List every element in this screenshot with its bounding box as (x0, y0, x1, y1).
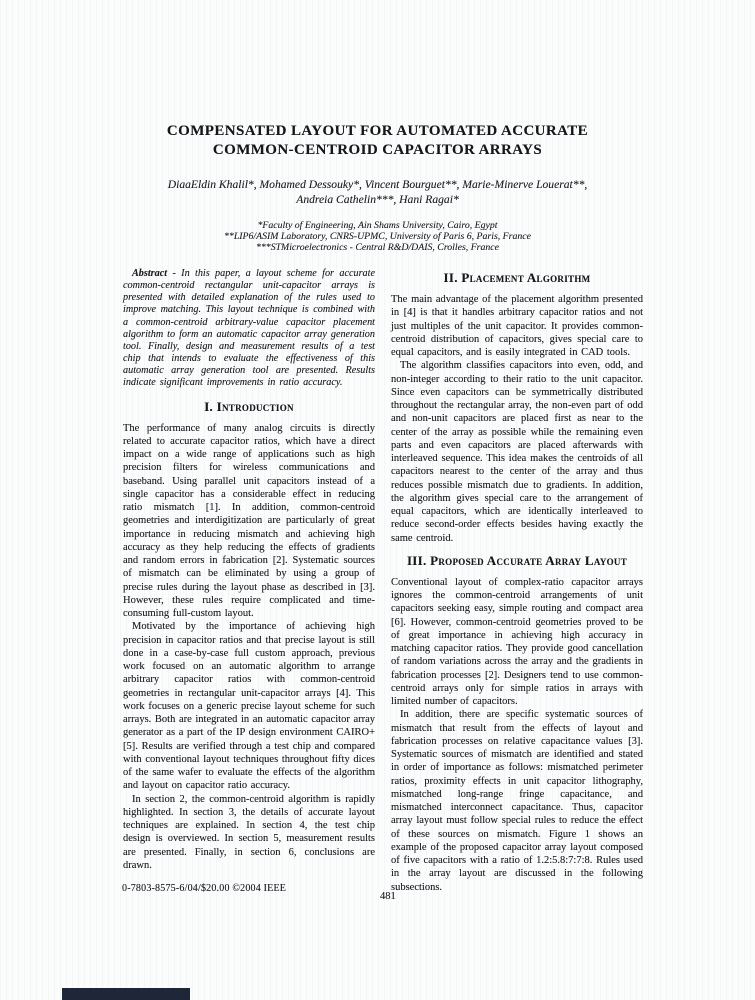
abstract-label: Abstract (132, 268, 168, 279)
affiliation-line: ***STMicroelectronics - Central R&D/DAIS, Crolles, France (256, 242, 499, 254)
paragraph: The algorithm classifies capacitors into even, odd, and non-integer according to their ratio to the unit capacitor. Since even capacitors can be symmetrically distributed throughout the rectangular array, the non-even part of odd and non-unit capacitors are placed first as near to the center of the array as possible while the remaining even parts and even capacitors are placed afterwards with interleaved sequence. This idea makes the centroids of all capacitors nearest to the center of the array and thus reduces possible mismatch due to gradients. In addition, the algorithm gives special care to the arrangement of equal capacitors, which are identically interleaved to reduce second-order effects besides having exactly the same centroid. (391, 360, 643, 544)
title-line-1: COMPENSATED LAYOUT FOR AUTOMATED ACCURATE (166, 123, 589, 139)
paragraph: The main advantage of the placement algorithm presented in [4] is that it handles arbitrary capacitor ratios and not just multiples of the unit capacitor. It provides common-centroid distribution of capacitors, gives special care to equal capacitors, and is easily integrated in CAD tools. (391, 294, 643, 358)
two-column-body (123, 268, 643, 894)
paragraph: In section 2, the common-centroid algorithm is rapidly highlighted. In section 3, the details of accurate layout techniques are explained. In section 4, the test chip design is overviewed. In section 5, measurement results are presented. Finally, in section 6, conclusions are drawn. (123, 793, 375, 871)
paragraph: Conventional layout of complex-ratio capacitor arrays ignores the common-centroid arrangements of unit capacitors seeking easy, simple routing and compact area [6]. However, common-centroid geometries proved to be of great importance in achieving high accuracy in matching capacitor ratios. They provide good cancellation of random variations across the array and the gradients in fabrication processes [2]. Designers tend to use common-centroid arrays only for simple ratios in arrays with limited number of capacitors. (391, 576, 643, 707)
right-column (391, 268, 643, 894)
section-heading-placement-algorithm: II. Placement Algorithm (443, 270, 591, 285)
authors-line-1: DiaaEldin Khalil*, Mohamed Dessouky*, Vincent Bourguet**, Marie-Minerve Louerat**, (167, 178, 588, 191)
paragraph: The performance of many analog circuits is directly related to accurate capacitor ratios, which have a direct impact on a wide range of applications such as high precision filters for wireless communications and baseband. Using parallel unit capacitors instead of a single capacitor has a considerable effect in reducing ratio mismatch [1]. In addition, common-centroid geometries and interdigitization are particularly of great importance in reducing mismatch and achieving high accuracy as they help reducing the effects of gradients and random errors in fabrication [2]. Systematic sources of mismatch can be eliminated by using a group of precise rules during the layout phase as described in [3]. However, these rules require complicated and time-consuming full-custom layout. (123, 422, 375, 620)
abstract-paragraph (123, 268, 375, 390)
affiliation-line: **LIP6/ASIM Laboratory, CNRS-UPMC, University of Paris 6, Paris, France (224, 231, 531, 243)
affiliation-line: *Faculty of Engineering, Ain Shams University, Cairo, Egypt (257, 220, 498, 231)
scan-artifact-bar (62, 988, 190, 1000)
paragraph: In addition, there are specific systematic sources of mismatch that result from the effects of layout and fabrication processes on relative capacitance values [3]. Systematic sources of mismatch are identified and stated in order of importance as follows: mismatched perimeter ratios, proximity effects in unit capacitor lithography, mismatched long-range fringe capacitance, and mismatched interconnect capacitance. Thus, capacitor array layout must follow special rules to reduce the effect of these sources on mismatch. Figure 1 shows an example of the proposed capacitor array layout composed of five capacitors with a ratio of 1.2:5.8:7:7:8. Rules used in the array layout are discussed in the following subsections. (391, 709, 643, 893)
authors-line-2: Andreia Cathelin***, Hani Ragai* (296, 193, 459, 206)
section-heading-introduction: I. Introduction (204, 398, 294, 414)
paragraph: Motivated by the importance of achieving high precision in capacitor ratios and that precise layout is still done in a case-by-case full custom approach, previous work focused on an automatic algorithm to arrange arbitrary capacitor ratios with common-centroid geometries in rectangular unit-capacitor arrays [4]. This work focuses on a generic precise layout scheme for such arrays. Both are integrated in an automatic capacitor array generator as a part of the IP design environment CAIRO+ [5]. Results are verified through a test chip and compared with conventional layout techniques throughout fifty dices of the same wafer to evaluate the effects of the algorithm and layout on capacitor ratio accuracy. (123, 621, 376, 792)
left-column (123, 268, 375, 894)
page-title (0, 122, 755, 160)
title-line-2: COMMON-CENTROID CAPACITOR ARRAYS (212, 142, 543, 158)
section-heading-proposed-accurate-array-layout: III. Proposed Accurate Array Layout (406, 552, 628, 568)
authors (0, 177, 755, 207)
footer-copyright: 0-7803-8575-6/04/$20.00 ©2004 IEEE (122, 883, 287, 894)
abstract-text: - In this paper, a layout scheme for accurate common-centroid rectangular unit-capacitor arrays is presented with detailed explanation of the rules used to improve matching. This layout technique is combined with a common-centroid arbitrary-value capacitor placement algorithm to form an automatic capacitor array generation tool. Finally, design and measurement results of a test chip that intends to evaluate the effectiveness of this automatic array generation tool are presented. Results indicate significant improvements in ratio accuracy. (123, 268, 375, 389)
paper-header (0, 122, 755, 254)
affiliations (0, 220, 755, 254)
page-number: 481 (380, 891, 396, 902)
